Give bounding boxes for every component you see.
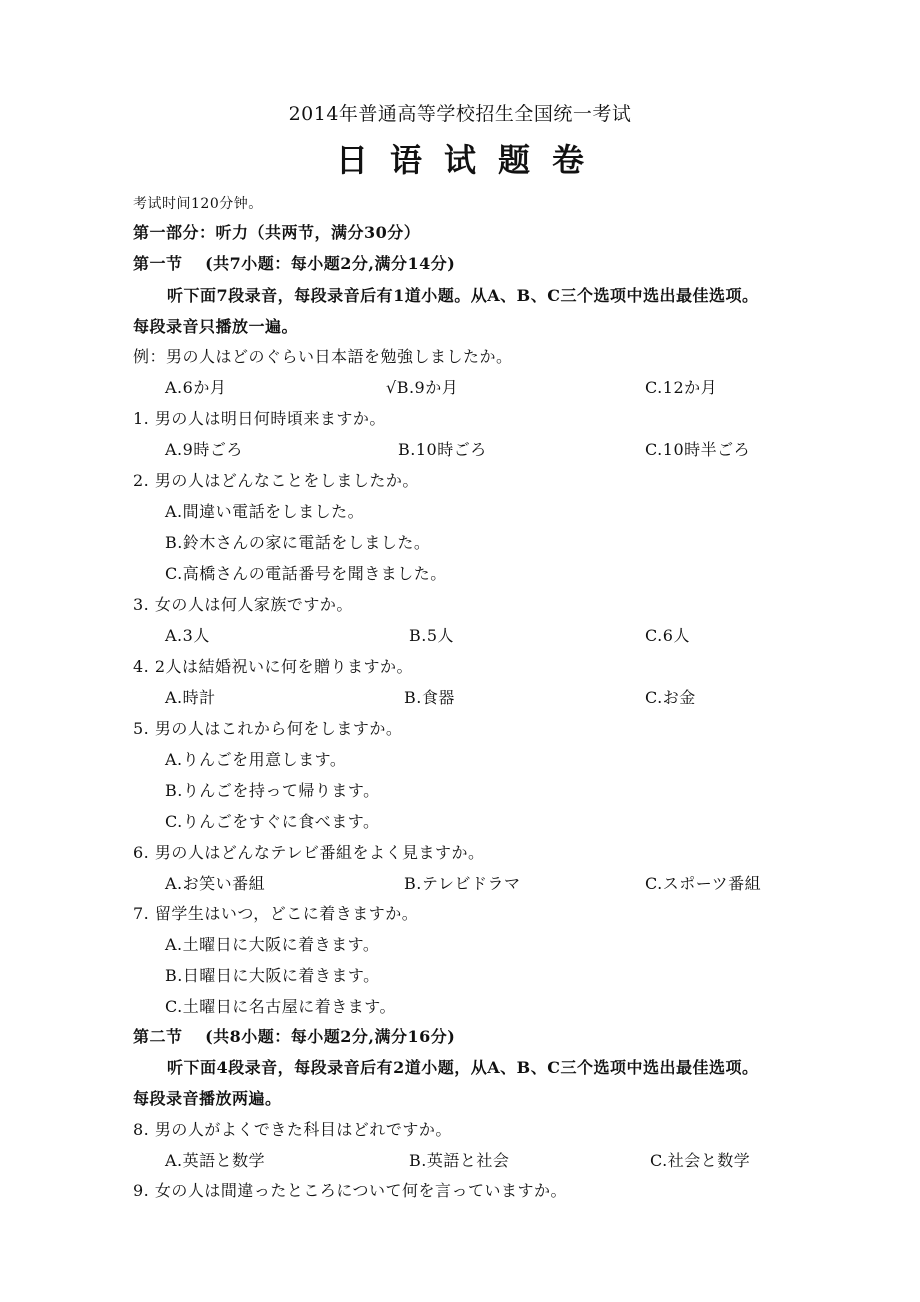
q3-option-a: A.3人 (165, 626, 210, 645)
q5-option-a: A.りんごを用意します。 (165, 750, 347, 769)
q7-option-a: A.土曜日に大阪に着きます。 (165, 935, 380, 954)
q6-option-b: B.テレビドラマ (404, 874, 521, 893)
question-6: 6. 男の人はどんなテレビ番組をよく見ますか。 (133, 843, 485, 862)
section1-instruction: 听下面7段录音，每段录音后有1道小题。从A、B、C三个选项中选出最佳选项。 (167, 286, 759, 305)
question-2: 2. 男の人はどんなことをしましたか。 (133, 471, 419, 490)
question-1: 1. 男の人は明日何時頃来ますか。 (133, 409, 386, 428)
q8-option-c: C.社会と数学 (650, 1151, 751, 1170)
q3-option-b: B.5人 (409, 626, 455, 645)
example-option-b: √B.9か月 (386, 378, 459, 397)
q1-option-b: B.10時ごろ (398, 440, 487, 459)
q8-option-b: B.英語と社会 (409, 1151, 510, 1170)
example-question: 例：男の人はどのぐらい日本語を勉強しましたか。 (133, 347, 513, 366)
time-note: 考试时间120分钟。 (133, 196, 263, 212)
section2-heading: 第二节 (共8小题：每小题2分,满分16分) (133, 1027, 456, 1046)
q5-option-c: C.りんごをすぐに食べます。 (165, 812, 380, 831)
question-8: 8. 男の人がよくできた科目はどれですか。 (133, 1120, 452, 1139)
question-5: 5. 男の人はこれから何をしますか。 (133, 719, 403, 738)
subject-title: 日语试题卷 (335, 141, 606, 179)
q6-option-a: A.お笑い番組 (165, 874, 266, 893)
q7-option-c: C.土曜日に名古屋に着きます。 (165, 997, 396, 1016)
q5-option-b: B.りんごを持って帰ります。 (165, 781, 380, 800)
section2-instruction-cont: 每段录音播放两遍。 (133, 1089, 282, 1108)
q8-option-a: A.英語と数学 (165, 1151, 266, 1170)
question-3: 3. 女の人は何人家族ですか。 (133, 595, 353, 614)
q2-option-a: A.間違い電話をしました。 (165, 502, 365, 521)
q4-option-b: B.食器 (404, 688, 455, 707)
q2-option-b: B.鈴木さんの家に電話をしました。 (165, 533, 431, 552)
q1-option-c: C.10時半ごろ (645, 440, 751, 459)
question-4: 4. 2人は結婚祝いに何を贈りますか。 (133, 657, 414, 676)
question-9: 9. 女の人は間違ったところについて何を言っていますか。 (133, 1181, 568, 1200)
section1-instruction-cont: 每段录音只播放一遍。 (133, 317, 299, 336)
q4-option-a: A.時計 (165, 688, 216, 707)
section1-heading: 第一节 (共7小题：每小题2分,满分14分) (133, 254, 456, 273)
example-option-c: C.12か月 (645, 378, 718, 397)
question-7: 7. 留学生はいつ，どこに着きますか。 (133, 904, 419, 923)
exam-title: 2014年普通高等学校招生全国统一考试 (288, 103, 632, 125)
q2-option-c: C.高橋さんの電話番号を聞きました。 (165, 564, 447, 583)
q7-option-b: B.日曜日に大阪に着きます。 (165, 966, 380, 985)
example-option-a: A.6か月 (165, 378, 227, 397)
section2-instruction: 听下面4段录音，每段录音后有2道小题，从A、B、C三个选项中选出最佳选项。 (167, 1058, 759, 1077)
part1-heading: 第一部分：听力（共两节，满分30分） (133, 223, 421, 242)
q4-option-c: C.お金 (645, 688, 696, 707)
q3-option-c: C.6人 (645, 626, 690, 645)
q1-option-a: A.9時ごろ (165, 440, 243, 459)
q6-option-c: C.スポーツ番組 (645, 874, 762, 893)
